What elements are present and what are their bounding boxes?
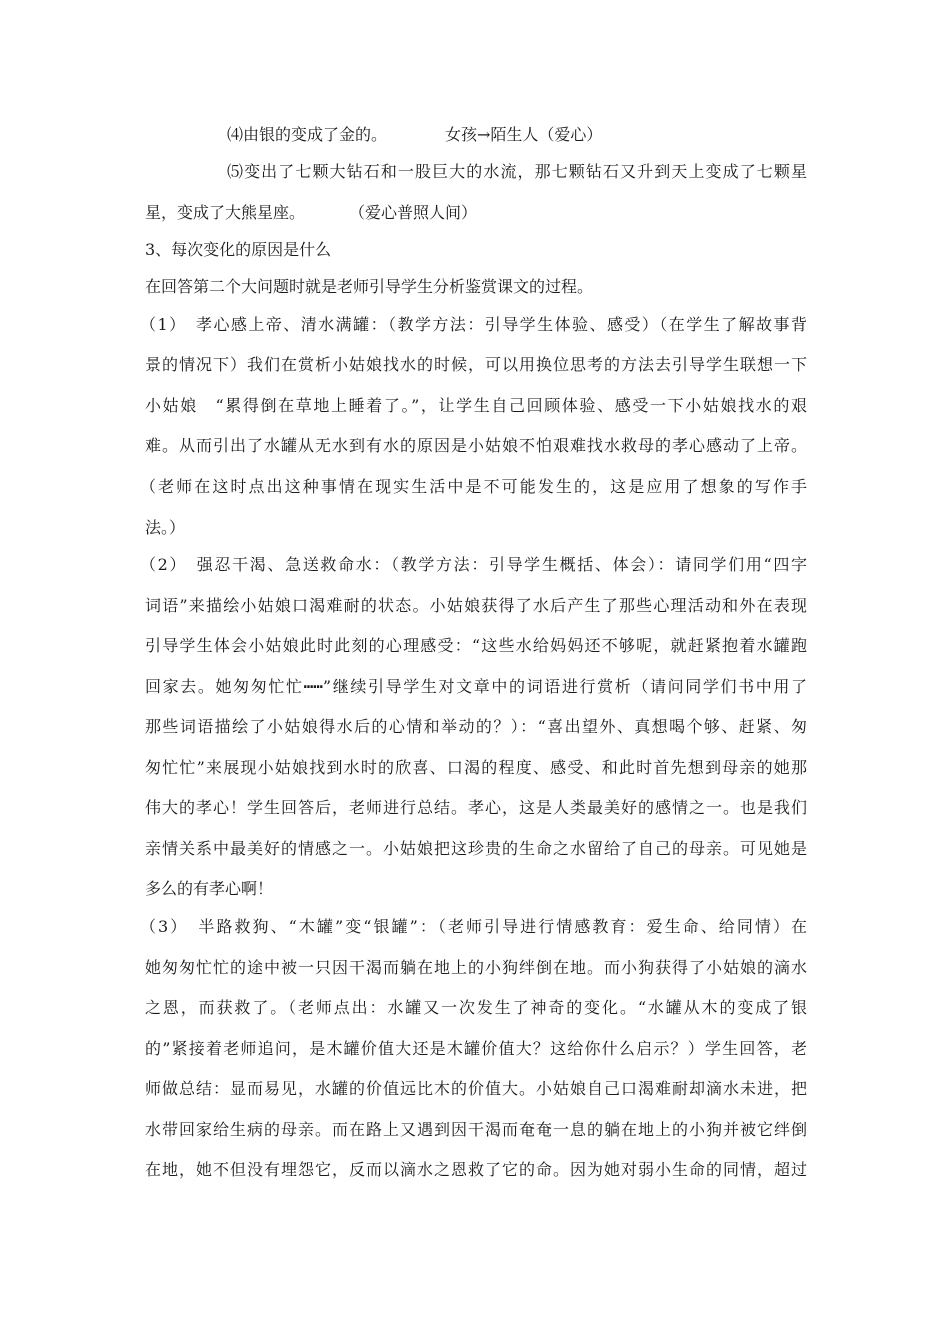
paragraph-line: 在地，她不但没有埋怨它，反而以滴水之恩救了它的命。因为她对弱小生命的同情，超过 [145, 1160, 807, 1179]
paragraph-line: 水带回家给生病的母亲。而在路上又遇到因干渴而奄奄一息的躺在地上的小狗并被它绊倒 [145, 1120, 807, 1139]
paragraph-line: 多么的有孝心啊！ [145, 879, 274, 898]
paragraph-line: 之恩，而获救了。（老师点出：水罐又一次发生了神奇的变化。“水罐从木的变成了银 [145, 998, 807, 1017]
paragraph-line: 在回答第二个大问题时就是老师引导学生分析鉴赏课文的过程。 [145, 277, 594, 296]
paragraph-line: 难。从而引出了水罐从无水到有水的原因是小姑娘不怕艰难找水救母的孝心感动了上帝。 [145, 436, 807, 455]
paragraph-line [145, 203, 807, 223]
paragraph-line: 小姑娘 “累得倒在草地上睡着了。”，让学生自己回顾体验、感受一下小姑娘找水的艰 [145, 396, 807, 415]
paragraph-line: 法。） [145, 518, 186, 537]
paragraph-line: 回家去。她匆匆忙忙┅┅”继续引导学生对文章中的词语进行赏析（请问同学们书中用了 [145, 677, 807, 696]
line-text: 星，变成了大熊星座。 [145, 203, 306, 222]
paragraph-line: 词语”来描绘小姑娘口渴难耐的状态。小姑娘获得了水后产生了那些心理活动和外在表现 [145, 596, 807, 615]
paragraph-line: 亲情关系中最美好的情感之一。小姑娘把这珍贵的生命之水留给了自己的母亲。可见她是 [145, 839, 807, 858]
line-text: （爱心普照人间） [349, 203, 478, 222]
line-text: 女孩→陌生人（爱心） [445, 125, 603, 144]
paragraph-line: （老师在这时点出这种事情在现实生活中是不可能发生的，这是应用了想象的写作手 [140, 477, 807, 496]
paragraph-line: 伟大的孝心！学生回答后，老师进行总结。孝心，这是人类最美好的感情之一。也是我们 [145, 798, 807, 817]
paragraph-line: 的”紧接着老师追问，是木罐价值大还是木罐价值大？这给你什么启示？）学生回答，老 [145, 1039, 807, 1058]
section-heading: 3、每次变化的原因是什么 [145, 240, 332, 259]
paragraph-line: 她匆匆忙忙的途中被一只因干渴而躺在地上的小狗绊倒在地。而小狗获得了小姑娘的滴水 [145, 958, 807, 977]
paragraph-line: （3） 半路救狗、“木罐”变“银罐”：（老师引导进行情感教育：爱生命、给同情）在 [140, 917, 807, 936]
paragraph-line: （1） 孝心感上帝、清水满罐：（教学方法：引导学生体验、感受）（在学生了解故事背 [140, 315, 807, 334]
paragraph-line: ⑸变出了七颗大钻石和一股巨大的水流，那七颗钻石又升到天上变成了七颗星 [227, 162, 807, 181]
paragraph-line: （2） 强忍干渴、急送救命水：（教学方法：引导学生概括、体会）：请同学们用“四字 [140, 555, 807, 574]
paragraph-line: 景的情况下）我们在赏析小姑娘找水的时候，可以用换位思考的方法去引导学生联想一下 [145, 355, 807, 374]
paragraph-line: 引导学生体会小姑娘此时此刻的心理感受：“这些水给妈妈还不够呢，就赶紧抱着水罐跑 [145, 636, 807, 655]
paragraph-line: 那些词语描绘了小姑娘得水后的心情和举动的？）：“喜出望外、真想喝个够、赶紧、匆 [145, 717, 807, 736]
line-text: ⑷由银的变成了金的。 [227, 125, 388, 144]
paragraph-line [227, 125, 647, 145]
paragraph-line: 师做总结：显而易见，水罐的价值远比木的价值大。小姑娘自己口渴难耐却滴水未进，把 [145, 1079, 807, 1098]
paragraph-line: 匆忙忙”来展现小姑娘找到水时的欣喜、口渴的程度、感受、和此时首先想到母亲的她那 [145, 758, 807, 777]
